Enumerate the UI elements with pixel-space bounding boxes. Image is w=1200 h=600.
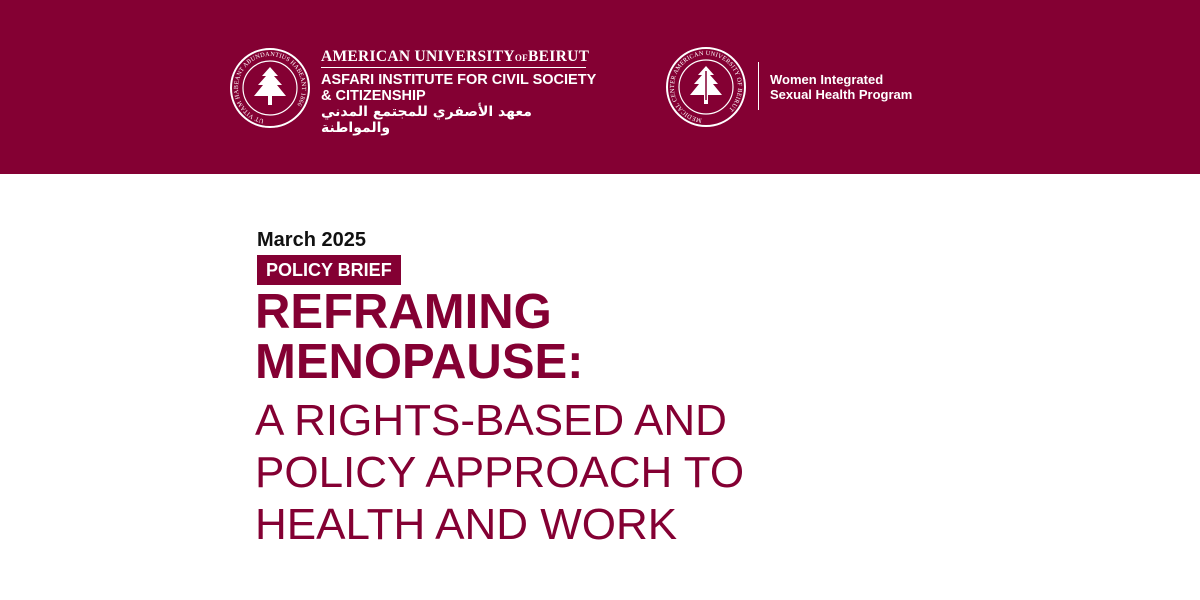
institute-arabic: معهد الأصفري للمجتمع المدني والمواطنة <box>321 104 532 136</box>
institute-line1: ASFARI INSTITUTE FOR CIVIL SOCIETY <box>321 72 597 88</box>
publication-date: March 2025 <box>257 229 366 251</box>
subtitle-line: POLICY APPROACH TO <box>255 448 745 497</box>
cedar-caduceus-icon <box>690 66 722 104</box>
title <box>255 287 584 387</box>
title-line: MENOPAUSE: <box>255 335 584 389</box>
aub-seal-text: UT VITAM HABEANT ABUNDANTIUS HABEANT 1866 <box>232 50 308 125</box>
program-line1: Women Integrated <box>770 72 884 87</box>
aub-of: OF <box>514 53 528 63</box>
title-line: REFRAMING <box>255 285 552 339</box>
aub-seal-logo <box>229 47 311 129</box>
divider <box>321 67 586 68</box>
medical-seal-text: MEDICAL CENTER AMERICAN UNIVERSITY OF BEIRUT <box>668 49 744 124</box>
subtitle-line: HEALTH AND WORK <box>255 500 678 549</box>
medical-center-seal-logo <box>665 46 747 128</box>
institute-name <box>321 72 596 104</box>
aub-name: AMERICAN UNIVERSITY <box>321 48 515 65</box>
aub-wordmark <box>321 48 589 66</box>
cedar-tree-icon <box>254 67 286 105</box>
program-line2: Sexual Health Program <box>770 87 913 102</box>
program-name <box>770 72 912 102</box>
subtitle-line: A RIGHTS-BASED AND <box>255 396 727 445</box>
institute-line2: & CITIZENSHIP <box>321 88 426 104</box>
document-type-badge: POLICY BRIEF <box>257 255 401 285</box>
aub-beirut: BEIRUT <box>527 48 590 65</box>
header-banner <box>0 0 1200 174</box>
vertical-divider <box>758 62 759 110</box>
subtitle <box>255 395 744 551</box>
